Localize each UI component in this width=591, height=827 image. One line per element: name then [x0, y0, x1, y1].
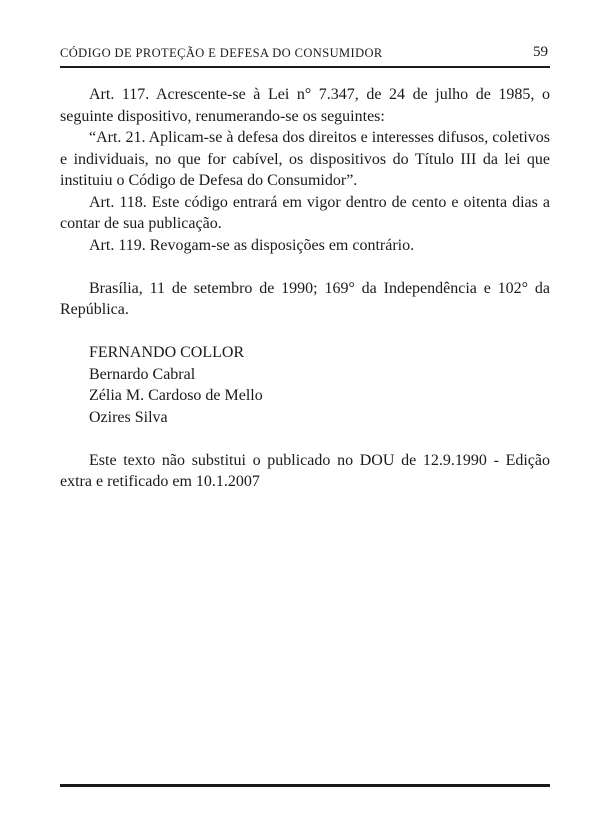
- page-body: [60, 84, 550, 493]
- signatory: FERNANDO COLLOR: [89, 344, 245, 361]
- spacer: [60, 256, 550, 278]
- date-line: Brasília, 11 de setembro de 1990; 169° da Independência e 102° da República.: [60, 279, 550, 318]
- spacer: [60, 428, 550, 450]
- article-117: Art. 117. Acrescente-se à Lei n° 7.347, de 24 de julho de 1985, o seguinte dispositivo, renumerando-se os seguintes:: [60, 86, 550, 125]
- page-number: 59: [533, 44, 548, 60]
- article-21-quote: “Art. 21. Aplicam-se à defesa dos direitos e interesses difusos, coletivos e individuais, no que for cabível, os dispositivos do Título III da lei que instituiu o Código de Defesa do Consumidor”.: [60, 129, 550, 189]
- footer-rule: [60, 784, 550, 787]
- signatory: Zélia M. Cardoso de Mello: [89, 387, 263, 404]
- spacer: [60, 321, 550, 343]
- article-119: Art. 119. Revogam-se as disposições em contrário.: [89, 236, 415, 254]
- signatory: Ozires Silva: [89, 408, 168, 426]
- running-title: CÓDIGO DE PROTEÇÃO E DEFESA DO CONSUMIDOR: [60, 46, 383, 60]
- page-header: [60, 44, 550, 66]
- publication-note: Este texto não substitui o publicado no DOU de 12.9.1990 - Edição extra e retificado em 10.1.2007: [60, 451, 550, 490]
- signatory: Bernardo Cabral: [89, 365, 196, 383]
- header-rule: [60, 66, 550, 68]
- article-118: Art. 118. Este código entrará em vigor dentro de cento e oitenta dias a contar de sua publicação.: [60, 193, 550, 232]
